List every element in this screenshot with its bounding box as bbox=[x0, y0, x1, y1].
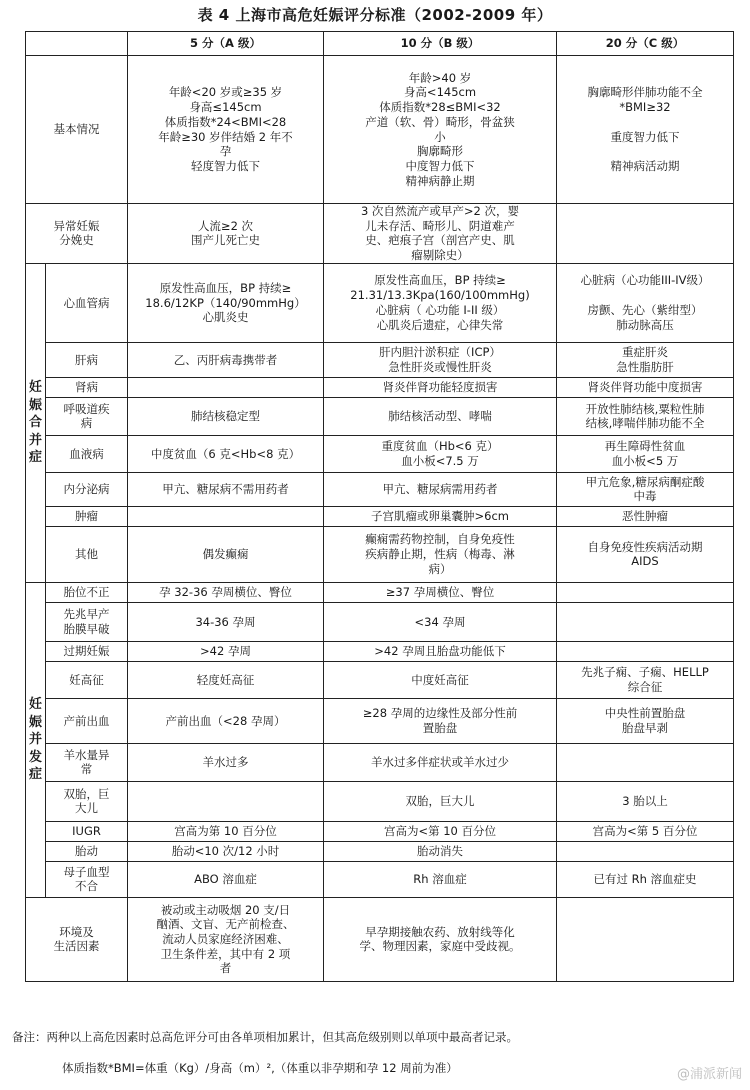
cell-line: 双胎，巨 bbox=[63, 786, 110, 801]
row-label bbox=[46, 743, 128, 781]
table-row bbox=[26, 661, 734, 698]
cell-line: 体质指数*24<BMI<28 bbox=[164, 114, 287, 129]
score-c-cell bbox=[557, 472, 734, 506]
cell-line: Rh 溶血症 bbox=[413, 872, 467, 887]
cell-line: 甲亢、糖尿病不需用药者 bbox=[162, 482, 289, 497]
cell-line: 呼吸道疾 bbox=[63, 401, 110, 416]
score-c-cell bbox=[557, 526, 734, 582]
cell-line bbox=[559, 144, 731, 159]
cell-line: 血液病 bbox=[69, 446, 104, 461]
row-label bbox=[46, 342, 128, 377]
cell-line: 羊水过多 bbox=[202, 755, 249, 770]
score-c-cell bbox=[557, 602, 734, 641]
cell-line: 瘤剔除史） bbox=[411, 248, 469, 263]
score-a-cell bbox=[128, 204, 324, 264]
cell-line: 羊水过多伴症状或羊水过少 bbox=[371, 755, 509, 770]
cell-line: 中度妊高征 bbox=[411, 672, 469, 687]
table-row bbox=[26, 781, 734, 821]
score-a-cell bbox=[128, 263, 324, 342]
score-b-cell bbox=[324, 506, 557, 526]
cell-line: 房颤、先心（紫绀型） bbox=[587, 302, 703, 317]
cell-line: 年龄<20 岁或≥35 岁 bbox=[168, 85, 283, 100]
score-c-cell bbox=[557, 641, 734, 661]
cell-line: 病 bbox=[80, 416, 93, 431]
group-char: 并 bbox=[28, 732, 42, 748]
cell-line: 身高<145cm bbox=[403, 85, 477, 100]
group-char: 症 bbox=[28, 767, 42, 783]
score-c-cell bbox=[557, 377, 734, 397]
cell-line: 中央性前置胎盘 bbox=[604, 706, 686, 721]
cell-line: 年龄≥30 岁伴结婚 2 年不 bbox=[158, 129, 293, 144]
score-c-cell bbox=[557, 582, 734, 602]
cell-line: 轻度智力低下 bbox=[191, 158, 260, 173]
cell-line: 肾炎伴肾功能轻度损害 bbox=[382, 380, 498, 395]
watermark: @浦派新闻 bbox=[676, 1067, 742, 1082]
cell-line: 宫高为<第 10 百分位 bbox=[383, 824, 497, 839]
group-char: 妊 bbox=[28, 697, 42, 712]
group-char: 娠 bbox=[28, 397, 42, 413]
cell-line: 胎位不正 bbox=[63, 585, 110, 600]
cell-line: >42 孕周且胎盘功能低下 bbox=[374, 644, 506, 659]
row-label bbox=[46, 526, 128, 582]
cell-line: 心脏病（心功能III-IV级） bbox=[580, 273, 710, 288]
cell-line: 胎膜早破 bbox=[63, 621, 110, 636]
row-label bbox=[26, 897, 128, 981]
cell-line: 年龄>40 岁 bbox=[408, 70, 472, 85]
cell-line: 过期妊娠 bbox=[63, 644, 110, 659]
score-b-cell bbox=[324, 377, 557, 397]
cell-line: 3 胎以上 bbox=[622, 794, 668, 809]
footnote: 备注：两种以上高危因素时总高危评分可由各单项相加累计，但其高危级别则以单项中最高者记录。 bbox=[12, 1030, 518, 1044]
cell-line: 流动人员家庭经济困难、 bbox=[162, 932, 289, 947]
score-b-cell bbox=[324, 861, 557, 897]
cell-line: 病） bbox=[428, 561, 452, 576]
row-label bbox=[46, 821, 128, 841]
table-row bbox=[26, 506, 734, 526]
cell-line: 急性脂肪肝 bbox=[616, 359, 674, 374]
table-row bbox=[26, 204, 734, 264]
cell-line: 酗酒、文盲、无产前检查、 bbox=[156, 917, 295, 932]
score-b-cell bbox=[324, 56, 557, 204]
group-label-hebing bbox=[26, 263, 46, 582]
cell-line: 乙、丙肝病毒携带者 bbox=[173, 352, 278, 367]
cell-line: *BMI≥32 bbox=[619, 100, 671, 115]
cell-line: 18.6/12KP（140/90mmHg） bbox=[145, 295, 306, 310]
cell-line: 者 bbox=[219, 961, 232, 976]
score-c-cell bbox=[557, 204, 734, 264]
cell-line: 心血管病 bbox=[63, 295, 110, 310]
cell-line: 肾炎伴肾功能中度损害 bbox=[587, 380, 703, 395]
cell-line: 双胎，巨大儿 bbox=[405, 794, 475, 809]
score-b-cell bbox=[324, 342, 557, 377]
cell-line: 轻度妊高征 bbox=[196, 672, 255, 687]
cell-line: >42 孕周 bbox=[200, 644, 251, 659]
group-label-bingfa bbox=[26, 582, 46, 897]
cell-line: 重度智力低下 bbox=[610, 129, 680, 144]
score-c-cell bbox=[557, 897, 734, 981]
table-row bbox=[26, 641, 734, 661]
cell-line: 孕 32-36 孕周横位、臀位 bbox=[159, 585, 292, 600]
table-row bbox=[26, 743, 734, 781]
score-a-cell bbox=[128, 602, 324, 641]
table-row bbox=[26, 342, 734, 377]
cell-line: 先兆早产 bbox=[63, 607, 110, 622]
cell-line: 产道（软、骨）畸形，骨盆狭 bbox=[365, 114, 515, 129]
cell-line: 自身免疫性疾病活动期 bbox=[587, 539, 703, 554]
score-a-cell bbox=[128, 506, 324, 526]
table-row bbox=[26, 435, 734, 472]
cell-line: IUGR bbox=[72, 824, 101, 839]
score-b-cell bbox=[324, 841, 557, 861]
cell-line: 不合 bbox=[75, 879, 98, 894]
cell-line: 胸廓畸形伴肺功能不全 bbox=[587, 85, 703, 100]
score-a-cell bbox=[128, 661, 324, 698]
cell-line: 内分泌病 bbox=[63, 482, 110, 497]
score-a-cell bbox=[128, 56, 324, 204]
cell-line: 分娩史 bbox=[59, 233, 94, 248]
cell-line: 甲亢危象,糖尿病酮症酸 bbox=[585, 474, 705, 489]
table-row bbox=[26, 897, 734, 981]
score-b-cell bbox=[324, 661, 557, 698]
score-a-cell bbox=[128, 435, 324, 472]
row-label bbox=[46, 263, 128, 342]
cell-line: 急性肝炎或慢性肝炎 bbox=[388, 359, 492, 374]
row-label bbox=[46, 781, 128, 821]
cell-line bbox=[559, 115, 731, 130]
header-b: 10 分（B 级） bbox=[324, 32, 557, 56]
score-c-cell bbox=[557, 263, 734, 342]
score-c-cell bbox=[557, 397, 734, 435]
header-row bbox=[26, 32, 734, 56]
cell-line: 甲亢、糖尿病需用药者 bbox=[382, 482, 498, 497]
cell-line: 体质指数*28≤BMI<32 bbox=[379, 100, 501, 115]
cell-line: 中毒 bbox=[633, 489, 657, 504]
group-char: 妊 bbox=[28, 380, 42, 395]
cell-line: 置胎盘 bbox=[422, 720, 458, 735]
cell-line: 再生障碍性贫血 bbox=[604, 439, 686, 454]
group-char: 症 bbox=[28, 450, 42, 466]
row-label bbox=[46, 472, 128, 506]
row-label bbox=[46, 861, 128, 897]
row-label bbox=[46, 641, 128, 661]
score-a-cell bbox=[128, 861, 324, 897]
score-a-cell bbox=[128, 821, 324, 841]
row-label bbox=[46, 841, 128, 861]
cell-line: 异常妊娠 bbox=[53, 218, 100, 233]
cell-line: 产前出血（<28 孕周） bbox=[165, 713, 286, 728]
cell-line bbox=[559, 288, 731, 303]
cell-line: 原发性高血压，BP 持续≥ bbox=[159, 280, 292, 295]
score-b-cell bbox=[324, 698, 557, 743]
cell-line: 围产儿死亡史 bbox=[191, 233, 260, 248]
cell-line: 卫生条件差，其中有 2 项 bbox=[160, 946, 291, 961]
cell-line: ≥28 孕周的边缘性及部分性前 bbox=[362, 706, 518, 721]
table-row bbox=[26, 602, 734, 641]
cell-line: <34 孕周 bbox=[414, 614, 466, 629]
cell-line: 妊高征 bbox=[69, 672, 104, 687]
cell-line: 环境及 bbox=[59, 924, 94, 939]
cell-line: AIDS bbox=[631, 554, 659, 569]
cell-line: 重度贫血（Hb<6 克） bbox=[381, 439, 499, 454]
score-b-cell bbox=[324, 602, 557, 641]
group-char: 娠 bbox=[28, 714, 42, 730]
cell-line: 肺动脉高压 bbox=[616, 317, 674, 332]
header-a: 5 分（A 级） bbox=[128, 32, 324, 56]
table-row bbox=[26, 861, 734, 897]
row-label bbox=[46, 582, 128, 602]
cell-line: 常 bbox=[80, 762, 93, 777]
cell-line: 恶性肿瘤 bbox=[622, 509, 668, 524]
score-c-cell bbox=[557, 56, 734, 204]
cell-line: 胎动消失 bbox=[417, 844, 463, 859]
score-c-cell bbox=[557, 743, 734, 781]
score-a-cell bbox=[128, 698, 324, 743]
score-b-cell bbox=[324, 743, 557, 781]
score-b-cell bbox=[324, 204, 557, 264]
cell-line: 综合征 bbox=[627, 679, 663, 694]
cell-line: 孕 bbox=[219, 144, 232, 159]
cell-line: 母子血型 bbox=[63, 864, 110, 879]
cell-line: 被动或主动吸烟 20 支/日 bbox=[160, 902, 291, 917]
score-a-cell bbox=[128, 342, 324, 377]
score-a-cell bbox=[128, 472, 324, 506]
score-c-cell bbox=[557, 841, 734, 861]
cell-line: 血小板<5 万 bbox=[611, 453, 679, 468]
group-char: 并 bbox=[28, 432, 42, 448]
score-c-cell bbox=[557, 661, 734, 698]
cell-line: 心肌炎后遗症，心律失常 bbox=[376, 317, 504, 332]
row-label bbox=[46, 602, 128, 641]
group-char: 合 bbox=[28, 415, 42, 431]
score-b-cell bbox=[324, 397, 557, 435]
cell-line: 癫痫需药物控制，自身免疫性 bbox=[365, 532, 515, 547]
cell-line: 学、物理因素，家庭中受歧视。 bbox=[359, 939, 521, 954]
cell-line: 产前出血 bbox=[63, 713, 110, 728]
row-label bbox=[46, 506, 128, 526]
row-label bbox=[46, 661, 128, 698]
cell-line: 宫高为第 10 百分位 bbox=[174, 824, 277, 839]
score-b-cell bbox=[324, 435, 557, 472]
cell-line: 精神病活动期 bbox=[610, 158, 680, 173]
row-label bbox=[46, 397, 128, 435]
cell-line: 偶发癫痫 bbox=[202, 547, 249, 562]
cell-line: 血小板<7.5 万 bbox=[401, 453, 479, 468]
group-char: 发 bbox=[28, 749, 42, 765]
score-b-cell bbox=[324, 526, 557, 582]
score-c-cell bbox=[557, 821, 734, 841]
score-b-cell bbox=[324, 263, 557, 342]
score-a-cell bbox=[128, 377, 324, 397]
cell-line: 基本情况 bbox=[53, 122, 100, 137]
cell-line: 精神病静止期 bbox=[405, 173, 475, 188]
cell-line: 先兆子痫、子痫、HELLP bbox=[581, 665, 709, 680]
cell-line: 胎动<10 次/12 小时 bbox=[171, 844, 280, 859]
cell-line: 心肌炎史 bbox=[202, 310, 249, 325]
score-a-cell bbox=[128, 641, 324, 661]
cell-line: 胎动 bbox=[75, 844, 98, 859]
cell-line: 肺结核活动型、哮喘 bbox=[388, 409, 492, 424]
cell-line: 其他 bbox=[75, 547, 98, 562]
bmi-footnote: 体质指数*BMI=体重（Kg）/身高（m）²,（体重以非孕期和孕 12 周前为准） bbox=[62, 1061, 458, 1075]
table-row bbox=[26, 56, 734, 204]
row-label bbox=[46, 377, 128, 397]
table-row bbox=[26, 472, 734, 506]
score-b-cell bbox=[324, 641, 557, 661]
score-a-cell bbox=[128, 781, 324, 821]
score-c-cell bbox=[557, 435, 734, 472]
cell-line: 34-36 孕周 bbox=[195, 614, 256, 629]
cell-line: 宫高为<第 5 百分位 bbox=[592, 824, 698, 839]
cell-line: 3 次自然流产或早产>2 次，婴 bbox=[360, 204, 520, 218]
score-c-cell bbox=[557, 698, 734, 743]
score-a-cell bbox=[128, 582, 324, 602]
cell-line: 儿未存活、畸形儿、阴道难产 bbox=[365, 218, 515, 233]
table-row bbox=[26, 698, 734, 743]
table-row bbox=[26, 526, 734, 582]
score-c-cell bbox=[557, 342, 734, 377]
cell-line: 肝病 bbox=[75, 352, 98, 367]
cell-line: 肝内胆汁淤积症（ICP） bbox=[379, 345, 501, 360]
table-row bbox=[26, 397, 734, 435]
header-c: 20 分（C 级） bbox=[557, 32, 734, 56]
score-b-cell bbox=[324, 472, 557, 506]
score-a-cell bbox=[128, 397, 324, 435]
cell-line: 已有过 Rh 溶血症史 bbox=[593, 872, 697, 887]
cell-line: 肺结核稳定型 bbox=[191, 409, 260, 424]
table-row bbox=[26, 841, 734, 861]
score-b-cell bbox=[324, 897, 557, 981]
cell-line: 早孕期接触农药、放射线等化 bbox=[365, 924, 515, 939]
score-a-cell bbox=[128, 841, 324, 861]
cell-line: 结核,哮喘伴肺功能不全 bbox=[585, 416, 705, 431]
table-row bbox=[26, 821, 734, 841]
score-c-cell bbox=[557, 861, 734, 897]
cell-line: 大儿 bbox=[75, 801, 98, 816]
header-corner-cell bbox=[26, 32, 128, 56]
cell-line: 原发性高血压，BP 持续≥ bbox=[374, 273, 506, 288]
row-label bbox=[26, 204, 128, 264]
cell-line: 羊水量异 bbox=[63, 747, 110, 762]
risk-score-table bbox=[25, 31, 734, 982]
cell-line: 心脏病（ 心功能 I-II 级） bbox=[375, 302, 505, 317]
cell-line: 中度智力低下 bbox=[405, 158, 475, 173]
score-b-cell bbox=[324, 821, 557, 841]
cell-line: 重症肝炎 bbox=[622, 345, 668, 360]
score-a-cell bbox=[128, 526, 324, 582]
row-label bbox=[46, 435, 128, 472]
cell-line: 肿瘤 bbox=[75, 509, 98, 524]
cell-line: 史、疤痕子宫（剖宫产史、肌 bbox=[365, 233, 515, 248]
score-a-cell bbox=[128, 897, 324, 981]
score-a-cell bbox=[128, 743, 324, 781]
table-body bbox=[26, 32, 734, 982]
cell-line: 人流≥2 次 bbox=[197, 218, 254, 233]
cell-line: 生活因素 bbox=[53, 939, 100, 954]
table-row bbox=[26, 263, 734, 342]
cell-line: 小 bbox=[434, 129, 446, 144]
score-c-cell bbox=[557, 781, 734, 821]
row-label bbox=[46, 698, 128, 743]
score-b-cell bbox=[324, 582, 557, 602]
table-row bbox=[26, 582, 734, 602]
table-title: 表 4 上海市高危妊娠评分标准（2002-2009 年） bbox=[197, 6, 553, 24]
cell-line: ABO 溶血症 bbox=[194, 872, 257, 887]
score-b-cell bbox=[324, 781, 557, 821]
cell-line: 中度贫血（6 克<Hb<8 克） bbox=[150, 446, 301, 461]
cell-line: 子宫肌瘤或卵巢囊肿>6cm bbox=[371, 509, 509, 524]
cell-line: 胸廓畸形 bbox=[417, 144, 463, 159]
cell-line: 开放性肺结核,粟粒性肺 bbox=[585, 401, 705, 416]
cell-line: 胎盘早剥 bbox=[622, 720, 668, 735]
cell-line: 疾病静止期，性病（梅毒、淋 bbox=[365, 547, 515, 562]
table-row bbox=[26, 377, 734, 397]
cell-line: 肾病 bbox=[75, 380, 98, 395]
row-label bbox=[26, 56, 128, 204]
score-c-cell bbox=[557, 506, 734, 526]
cell-line: 21.31/13.3Kpa(160/100mmHg) bbox=[350, 288, 530, 303]
cell-line: ≥37 孕周横位、臀位 bbox=[385, 585, 495, 600]
cell-line: 身高≤145cm bbox=[189, 100, 262, 115]
